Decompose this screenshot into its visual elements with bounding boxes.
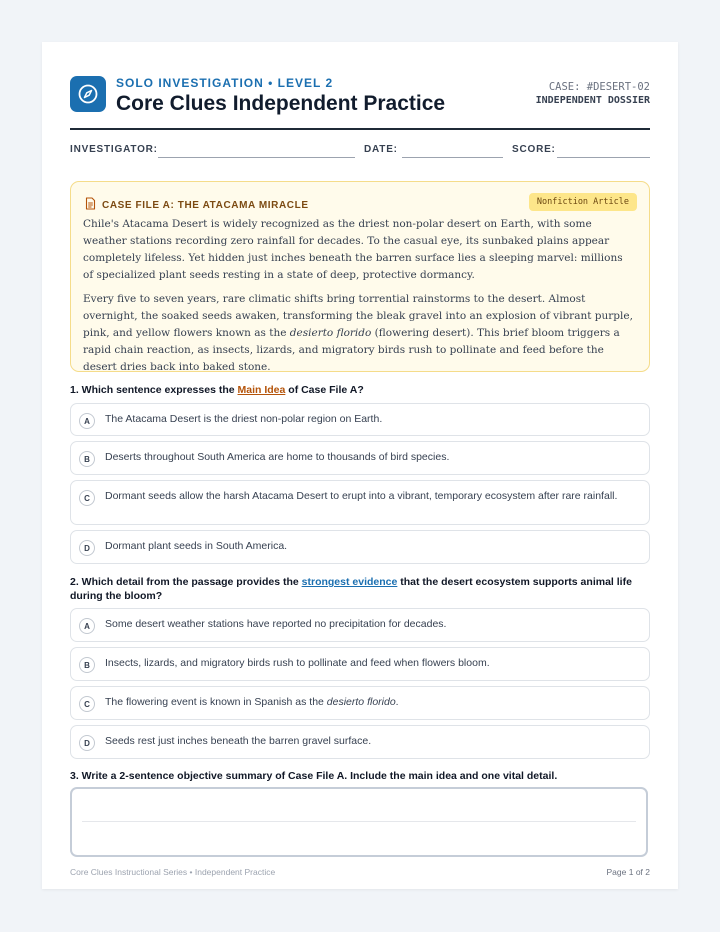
q1-option-c[interactable]: [70, 480, 650, 525]
q2-option-d[interactable]: [70, 725, 650, 759]
case-file-header: [85, 197, 309, 213]
question-3-prompt: 3. Write a 2-sentence objective summary of Case File A. Include the main idea and one vital detail.: [70, 770, 558, 782]
option-text: Dormant plant seeds in South America.: [105, 540, 288, 552]
option-text: Some desert weather stations have reported no precipitation for decades.: [105, 618, 447, 630]
question-2-prompt: [70, 575, 650, 603]
passage-emphasis: desierto florido: [289, 327, 372, 339]
q1-option-d[interactable]: [70, 530, 650, 564]
option-letter: D: [79, 735, 95, 751]
header-kicker: SOLO INVESTIGATION • LEVEL 2: [116, 76, 334, 90]
option-text: The Atacama Desert is the driest non-polar region on Earth.: [105, 413, 383, 425]
case-id: CASE: #DESERT-02: [548, 81, 650, 93]
option-letter: C: [79, 696, 95, 712]
footer-page-number: Page 1 of 2: [606, 867, 650, 877]
option-text: Seeds rest just inches beneath the barren gravel surface.: [105, 735, 372, 747]
option-letter: C: [79, 490, 95, 506]
q1-option-a[interactable]: [70, 403, 650, 436]
dossier-label: INDEPENDENT DOSSIER: [535, 95, 650, 106]
footer-series: Core Clues Instructional Series • Independent Practice: [70, 867, 276, 877]
summary-answer-box[interactable]: [70, 787, 648, 857]
case-file-panel: [70, 181, 650, 372]
option-letter: B: [79, 657, 95, 673]
investigator-label: INVESTIGATOR:: [70, 144, 158, 155]
passage-paragraph-1: Chile's Atacama Desert is widely recognized as the driest non-polar desert on Earth, with some weather stations recording zero rainfall for decades. To the casual eye, its sunbaked plains appear completely lifeless. Yet hidden just inches beneath the barren surface lies a sleeping marvel: millions of specialized plant seeds resting in a state of deep, protective dormancy.: [83, 218, 623, 281]
main-idea-highlight: Main Idea: [237, 384, 286, 396]
date-label: DATE:: [364, 144, 398, 155]
passage-text: (flowering desert). This brief bloom triggers a rapid chain reaction, as insects, lizards, and migratory birds rush to pollinate and feed before the desert dries back into baked stone.: [83, 327, 620, 373]
passage-text: Every five to seven years, rare climatic shifts bring torrential rainstorms to the desert. Almost overnight, the soaked seeds awaken, transforming the bleak gravel into an explosion of vibrant purple, pink, and yellow flowers known as the: [83, 293, 633, 339]
strongest-evidence-highlight: strongest evidence: [301, 576, 398, 588]
score-label: SCORE:: [512, 144, 556, 155]
passage-paragraph-2: [83, 291, 635, 376]
header-divider: [70, 128, 650, 130]
compass-icon: [70, 76, 106, 112]
page-title: Core Clues Independent Practice: [116, 92, 446, 115]
q2-option-b[interactable]: [70, 647, 650, 681]
case-file-title: CASE FILE A: THE ATACAMA MIRACLE: [102, 199, 309, 211]
option-text: Deserts throughout South America are home to thousands of bird species.: [105, 451, 450, 463]
case-file-passage: [83, 216, 635, 383]
question-text: 1. Which sentence expresses the: [70, 384, 238, 396]
q1-option-b[interactable]: [70, 441, 650, 475]
option-letter: A: [79, 618, 95, 634]
option-text: Insects, lizards, and migratory birds rush to pollinate and feed when flowers bloom.: [105, 657, 490, 669]
option-letter: A: [79, 413, 95, 429]
option-text: Dormant seeds allow the harsh Atacama Desert to erupt into a vibrant, temporary ecosystem after rare rainfall.: [105, 490, 618, 502]
worksheet-page: [42, 42, 678, 889]
option-text: [105, 695, 630, 711]
question-1-prompt: [70, 383, 650, 397]
date-field[interactable]: [402, 157, 503, 158]
article-type-badge: Nonfiction Article: [529, 193, 637, 211]
question-text: of Case File A?: [285, 384, 364, 396]
answer-writing-line: [82, 821, 636, 822]
option-emphasis: desierto florido: [326, 696, 396, 708]
option-letter: B: [79, 451, 95, 467]
investigator-field[interactable]: [158, 157, 355, 158]
option-text-part: .: [395, 696, 399, 708]
score-field[interactable]: [557, 157, 650, 158]
option-text-part: The flowering event is known in Spanish as the: [105, 696, 327, 708]
question-text: that the desert ecosystem supports animal life during the bloom?: [70, 576, 632, 602]
document-icon: [85, 197, 96, 213]
q2-option-c[interactable]: [70, 686, 650, 720]
question-text: 2. Which detail from the passage provides the: [70, 576, 302, 588]
option-letter: D: [79, 540, 95, 556]
q2-option-a[interactable]: [70, 608, 650, 642]
student-info-row: [70, 144, 650, 164]
